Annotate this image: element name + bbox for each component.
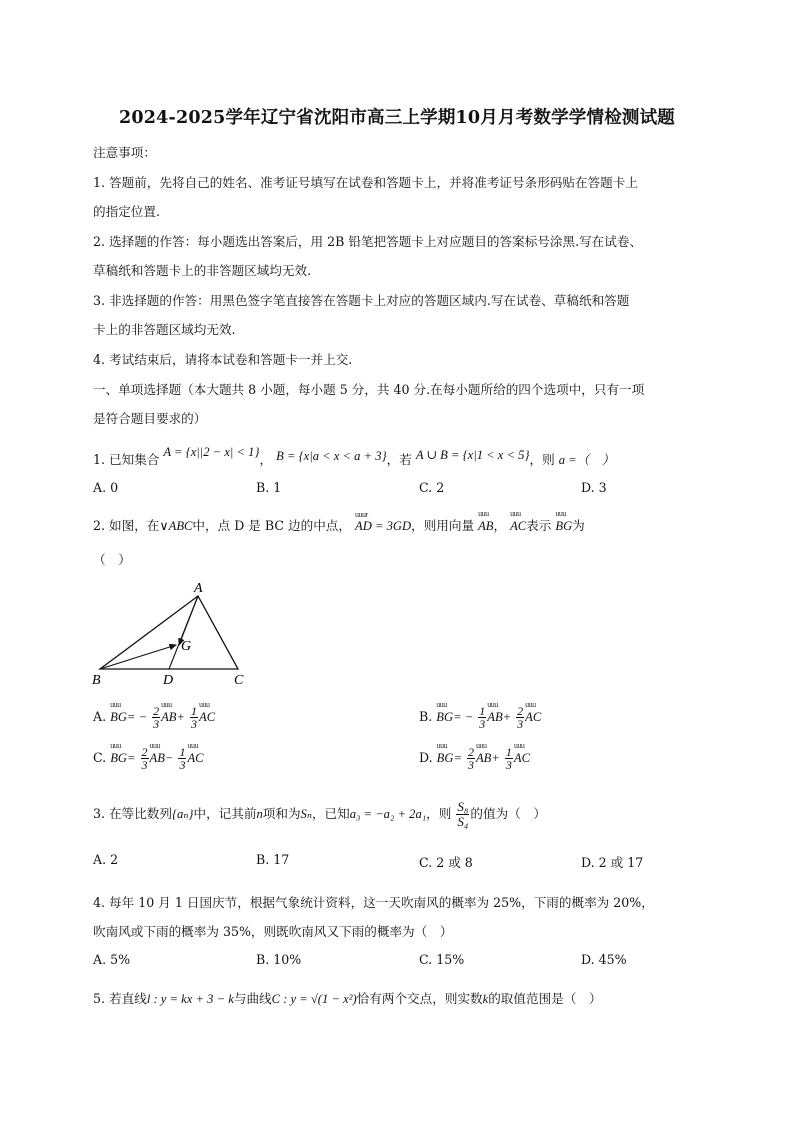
notice-item: 4. 考试结束后，请将本试卷和答题卡一并上交.: [93, 352, 353, 367]
question-5: 5. 若直线l : y = kx + 3 − k与曲线C : y = √(1 − x²)恰有两个交点，则实数k的取值范围是（ ）: [93, 991, 602, 1006]
vector-eq: uuur AD = 3GD: [355, 519, 411, 534]
question-4: 4. 每年 10 月 1 日国庆节，根据气象统计资料，这一天吹南风的概率为 25%，下雨的概率为 20%，: [93, 895, 654, 910]
q3-option-b: B. 17: [256, 852, 290, 867]
q2-option-a: A. uuu BG= − $\frac{2}{3}$ uuu AB+ $\frac{1}{3}$ uuu AC: [93, 705, 215, 730]
question-3: 3. 在等比数列{aₙ}中，记其前n项和为Sₙ，已知a₃ = −a₂ + 2a₁，则 $\frac{\text{S₈}}{\text{S₄}}$ 的值为（ ）: [93, 799, 546, 829]
q4-option-a: A. 5%: [93, 952, 131, 967]
ask-a: a =（ ）: [558, 453, 615, 467]
question-4-cont: 吹南风或下雨的概率为 35%，则既吹南风又下雨的概率为（ ）: [93, 924, 453, 939]
q3-option-a: A. 2: [93, 852, 119, 867]
question-2: 2. 如图，在∨ABC中，点 D 是 BC 边的中点， uuur AD = 3GD，则用向量 uuu AB， uuu AC表示 uuu BG为: [93, 515, 585, 534]
notice-item: 的指定位置.: [93, 204, 160, 219]
set-b: B = {x|a < x < a + 3}: [276, 449, 387, 463]
label-d: D: [163, 673, 174, 688]
page-title: 2024-2025学年辽宁省沈阳市高三上学期10月月考数学学情检测试题: [118, 108, 676, 128]
q2-paren: （ ）: [93, 552, 131, 567]
notice-item: 草稿纸和答题卡上的非答题区域均无效.: [93, 263, 312, 278]
notice-item: 1. 答题前，先将自己的姓名、准考证号填写在试卷和答题卡上，并将准考证号条形码贴在答题卡上: [93, 175, 638, 190]
q1-option-d: D. 3: [581, 480, 607, 495]
union-expr: A ∪ B = {x|1 < x < 5}: [415, 448, 530, 462]
notice-item: 卡上的非答题区域均无效.: [93, 322, 236, 337]
label-g: G: [181, 639, 192, 654]
set-a: A = {x||2 − x| < 1}: [163, 445, 260, 459]
vector-bg: uuu BG: [555, 519, 572, 534]
q2-option-c: C. uuu BG= $\frac{2}{3}$ uuu AB− $\frac{1}{3}$ uuu AC: [93, 746, 204, 771]
vector-ac: uuu AC: [510, 519, 526, 534]
q4-option-d: D. 45%: [581, 952, 627, 967]
label-a: A: [194, 581, 203, 596]
q4-option-c: C. 15%: [419, 952, 465, 967]
question-1: 1. 已知集合 A = {x||2 − x| < 1}， B = {x|a < x < a + 3}，若 A ∪ B = {x|1 < x < 5}，则 a =（ ）: [93, 445, 615, 467]
q1-option-b: B. 1: [256, 480, 282, 495]
q1-option-c: C. 2: [419, 480, 445, 495]
q3-option-c: C. 2 或 8: [419, 855, 473, 870]
label-c: C: [234, 673, 244, 688]
section-heading: 一、单项选择题（本大题共 8 小题，每小题 5 分，共 40 分.在每小题所给的四个选项中，只有一项: [93, 382, 645, 397]
notice-item: 2. 选择题的作答：每小题选出答案后，用 2B 铅笔把答题卡上对应题目的答案标号涂黑.写在试卷、: [93, 234, 643, 249]
label-b: B: [92, 673, 101, 688]
notice-item: 3. 非选择题的作答：用黑色签字笔直接答在答题卡上对应的答题区域内.写在试卷、草稿纸和答题: [93, 293, 630, 308]
q1-option-a: A. 0: [93, 480, 119, 495]
section-heading: 是符合题目要求的）: [93, 411, 207, 426]
q4-option-b: B. 10%: [256, 952, 302, 967]
q2-option-d: D. uuu BG= $\frac{2}{3}$ uuu AB+ $\frac{1}{3}$ uuu AC: [419, 746, 530, 771]
vector-ab: uuu AB: [478, 519, 493, 534]
notice-heading: 注意事项：: [93, 145, 156, 160]
triangle-figure: [90, 578, 260, 690]
q2-option-b: B. uuu BG= − $\frac{1}{3}$ uuu AB+ $\frac{2}{3}$ uuu AC: [419, 705, 541, 730]
arrow-bg: [100, 645, 176, 669]
triangle-abc: [100, 596, 238, 669]
q3-option-d: D. 2 或 17: [581, 855, 644, 870]
